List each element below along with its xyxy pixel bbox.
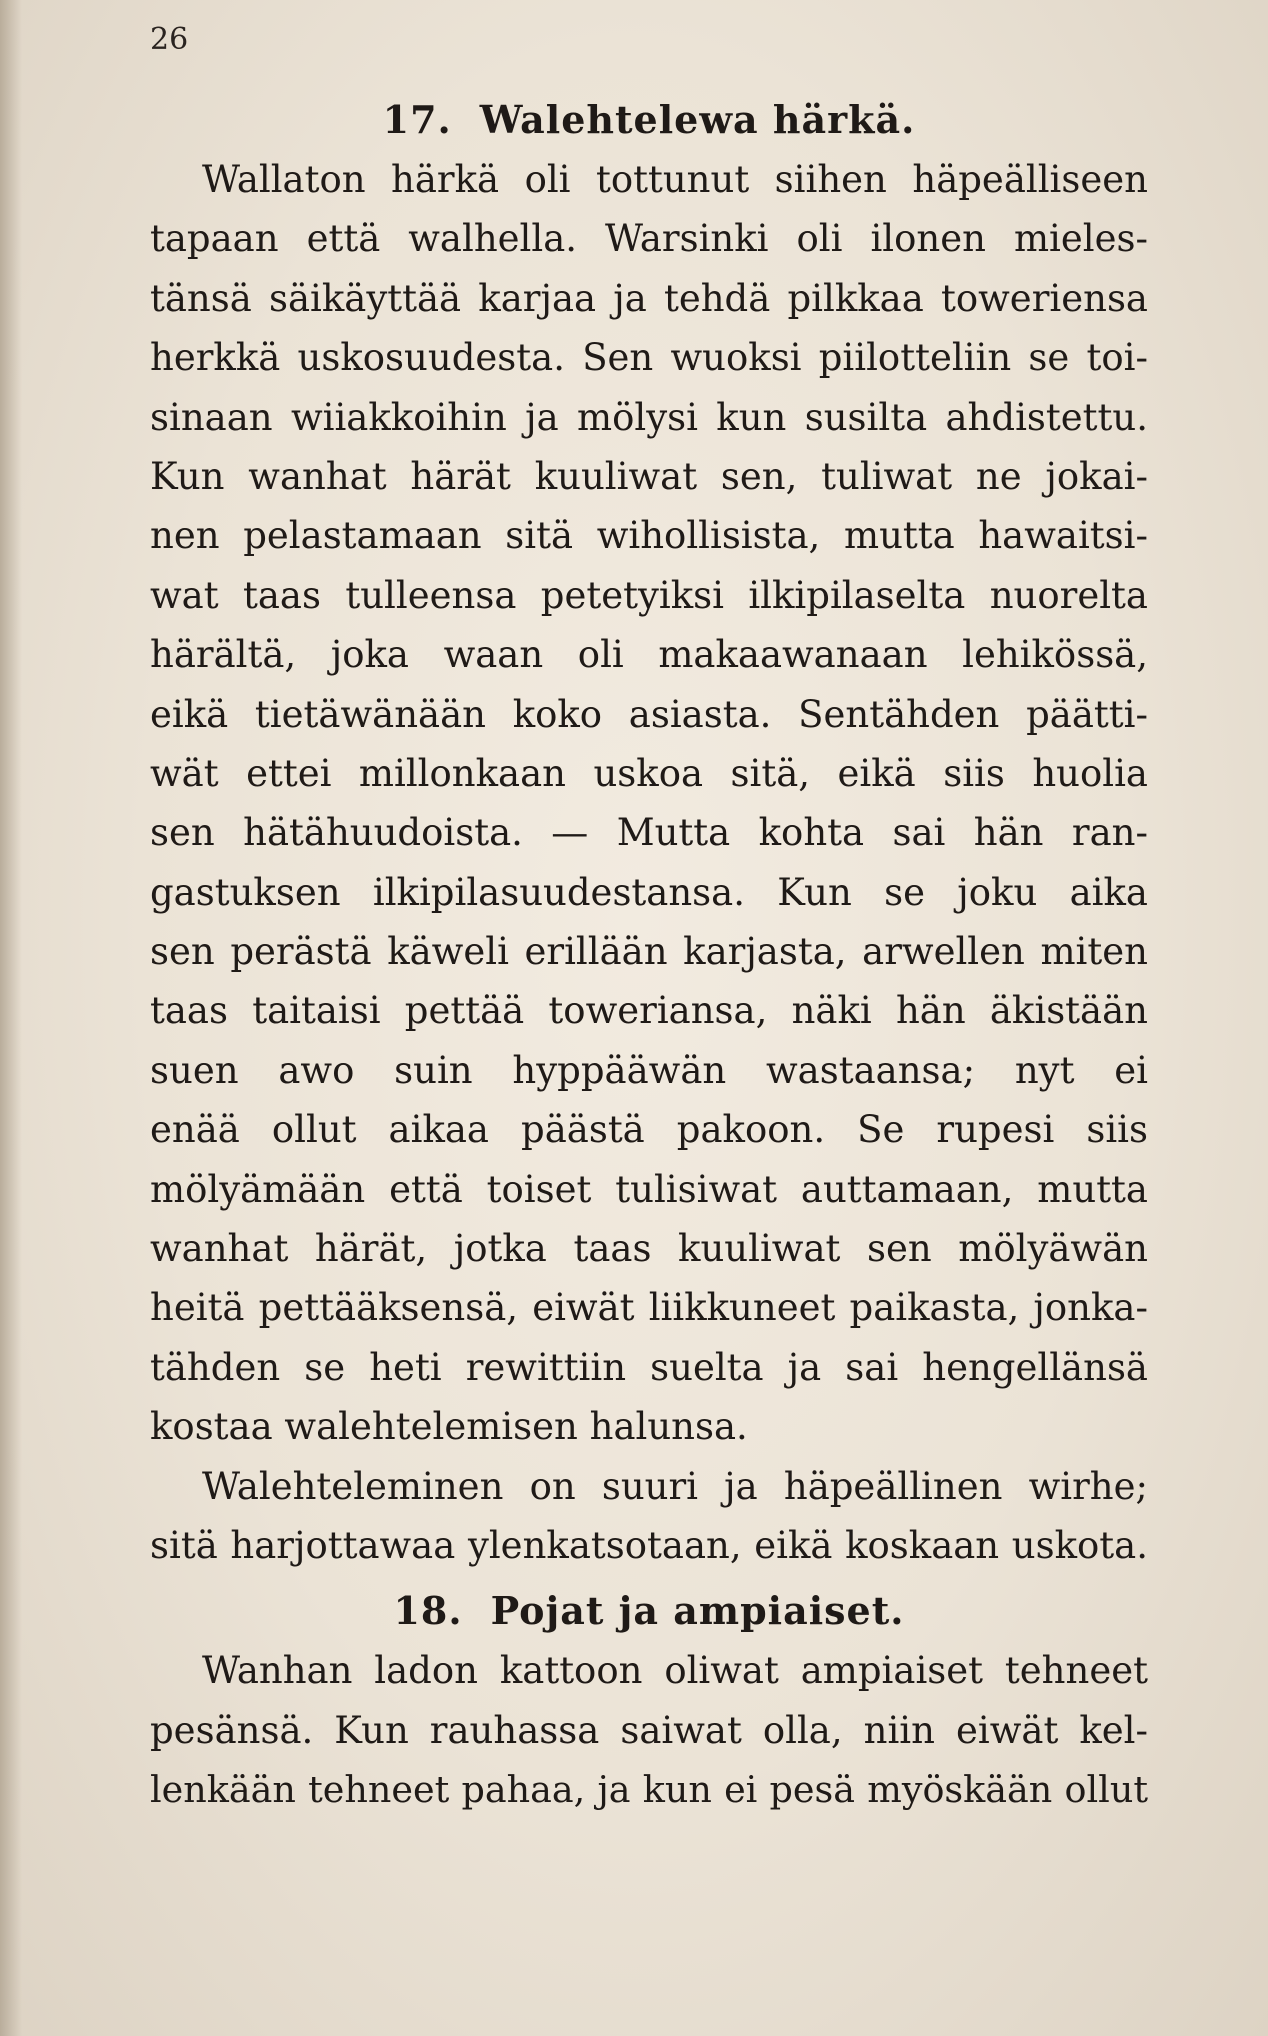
text-line: nen pelastamaan sitä wihollisista, mutta hawaitsi- (150, 514, 1148, 558)
text-line: pesänsä. Kun rauhassa saiwat olla, niin eiwät kel- (150, 1708, 1148, 1752)
fable-18-heading (150, 1581, 1148, 1641)
text-line: suen awo suin hyppääwän wastaansa; nyt ei (150, 1048, 1148, 1092)
fable-17-heading (150, 90, 1148, 150)
text-line: Kun wanhat härät kuuliwat sen, tuliwat ne jokai- (150, 454, 1148, 498)
binding-shadow (0, 0, 22, 2036)
page-number: 26 (150, 22, 189, 57)
text-line: sinaan wiiakkoihin ja mölysi kun susilta ahdistettu. (150, 395, 1148, 439)
text-line: sen hätähuudoista. — Mutta kohta sai hän ran- (150, 811, 1148, 855)
text-line: wanhat härät, jotka taas kuuliwat sen mölyäwän (150, 1227, 1148, 1271)
text-line: herkkä uskosuudesta. Sen wuoksi piilotteliin se toi- (150, 336, 1148, 380)
fable-17-body (150, 150, 1148, 1457)
text-line: mölyämään että toiset tulisiwat auttamaan, mutta (150, 1167, 1148, 1211)
text-line: lenkään tehneet pahaa, ja kun ei pesä myöskään ollut (150, 1768, 1148, 1812)
text-line: wät ettei millonkaan uskoa sitä, eikä siis huolia (150, 751, 1148, 795)
text-line: Wallaton härkä oli tottunut siihen häpeälliseen (202, 158, 1148, 201)
text-block (150, 90, 1148, 1820)
text-line: tähden se heti rewittiin suelta ja sai hengellänsä (150, 1345, 1148, 1389)
text-line: taas taitaisi pettää toweriansa, näki hän äkistään (150, 989, 1148, 1033)
moral-line: Walehteleminen on suuri ja häpeällinen wirhe; (202, 1464, 1148, 1508)
text-line: sen perästä käweli erillään karjasta, arwellen miten (150, 930, 1148, 974)
text-line: Wanhan ladon kattoon oliwat ampiaiset tehneet (202, 1649, 1148, 1693)
fable-18-body (150, 1641, 1148, 1819)
fable-18-number: 18. (393, 1588, 463, 1634)
text-line: eikä tietäwänään koko asiasta. Sentähden päätti- (150, 692, 1148, 736)
fable-18-title: Pojat ja ampiaiset. (490, 1588, 905, 1634)
text-line: gastuksen ilkipilasuudestansa. Kun se joku aika (150, 870, 1148, 914)
text-line: wat taas tulleensa petetyiksi ilkipilaselta nuorelta (150, 573, 1148, 617)
text-line: tänsä säikäyttää karjaa ja tehdä pilkkaa toweriensa (150, 276, 1148, 320)
text-line: härältä, joka waan oli makaawanaan lehikössä, (150, 633, 1148, 677)
text-line: kostaa walehtelemisen halunsa. (150, 1405, 748, 1449)
moral-line: sitä harjottawaa ylenkatsotaan, eikä koskaan uskota. (150, 1523, 1148, 1567)
fable-17-title: Walehtelewa härkä. (479, 97, 916, 142)
fable-17-moral (150, 1457, 1148, 1576)
fable-17-number: 17. (382, 97, 452, 142)
text-line: enää ollut aikaa päästä pakoon. Se rupesi siis (150, 1108, 1148, 1152)
text-line: tapaan että walhella. Warsinki oli ilonen mieles- (150, 217, 1148, 261)
text-line: heitä pettääksensä, eiwät liikkuneet paikasta, jonka- (150, 1286, 1148, 1330)
